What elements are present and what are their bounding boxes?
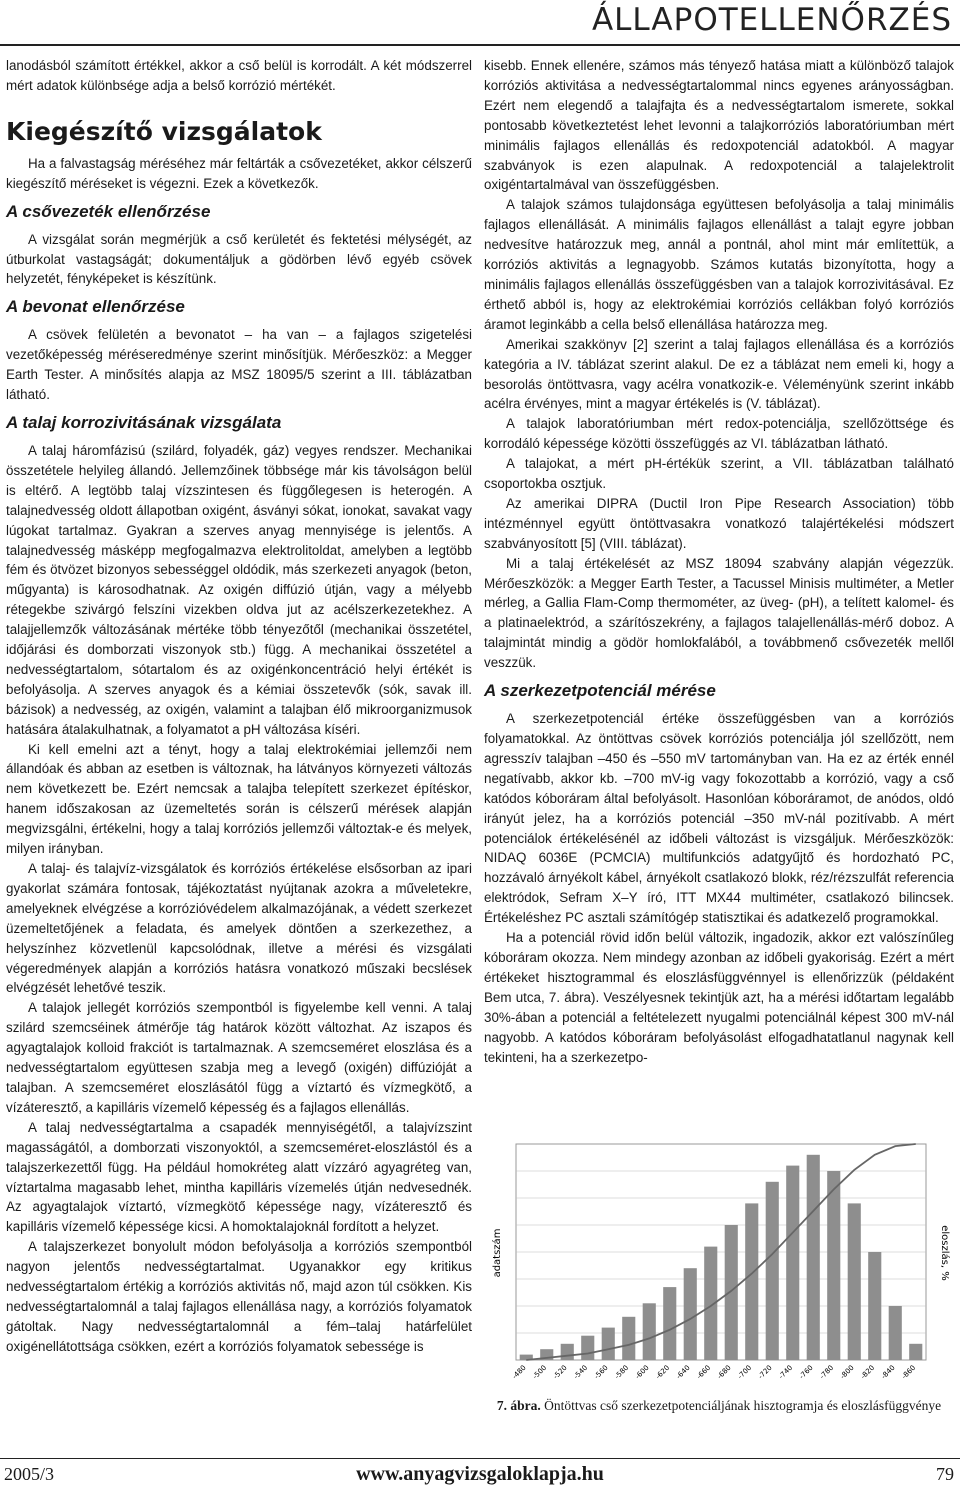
y-axis-label-right: eloszlás, % [939, 1225, 950, 1281]
histogram-bar [827, 1171, 840, 1360]
x-tick-label: -480 [510, 1363, 528, 1381]
histogram-bar [807, 1155, 820, 1360]
x-tick-label: -520 [551, 1363, 569, 1381]
paragraph: kisebb. Ennek ellenére, számos más tényező hatása miatt a különböző talajok korróziós aktivitása a nedvességtartalommal nincs egyenes arányosságban. Ezért nem elegendő a talajfajta és a nedvességtartalom ismerete, sokkal pontosabb következtetést lehet levonni a talajkorróziós laboratóriumban mért minimális fajlagos ellenállás és redoxpotenciál adatokból. A magyar szabványok is ezen alapulnak. A redoxpotenciál a talajelektrolit oxigéntartalmával van összefüggésben. [484, 58, 954, 193]
subsection-heading: A szerkezetpotenciál mérése [484, 681, 716, 701]
right-column [484, 56, 954, 1067]
footer-divider [0, 1458, 960, 1459]
histogram-bar [745, 1203, 758, 1360]
paragraph: Mi a talaj értékelését az MSZ 18094 szabvány alapján végezzük. Mérőeszközök: a Megger Earth Tester, a Tacussel Minisis multiméter, a Metler mérleg, a Gallia Flam-Comp thermométer, az üveg- (pH), a telített kalomel- és a platinaelektród, a szárítószekrény, a fajlagos talajellenállás-mérő doboz. A talajmintát mindig a gödör homlokfalából, a továbbmenő csővezeték mellől veszzük. [484, 555, 954, 671]
page-number: 79 [936, 1464, 954, 1484]
paragraph: A talaj nedvességtartalma a csapadék mennyiségétől, a talajvízszint magasságától, a domborzati viszonyoktól, a szemcseméret-eloszlástól és a talajszerkezettől függ. Ha például homokréteg alatt vízzáró agyagréteg van, víztartalma magasabb lehet, mintha kapilláris vízemelés útján nedvesednék. Az agyagtalajok víztartó, vízmegkötő képessége nagy, vízáteresztő és kapilláris vízemelő képessége kicsi. A homoktalajoknál fordított a helyzet. [6, 1119, 472, 1235]
subsection-heading: A bevonat ellenőrzése [6, 297, 185, 317]
page-header [0, 0, 960, 46]
x-tick-label: -740 [777, 1363, 795, 1381]
paragraph: Ki kell emelni azt a tényt, hogy a talaj elektrokémiai jellemzői nem állandóak és abban az esetben is változnak, ha látványos környezeti változás nem következett be. Ezért nemcsak a talajba telepített szerkezet építéskor, hanem időszakosan az üzemeltetés során is célszerű mérések alapján megvizsgálni, értékelni, hogy a talaj korróziós jellemzői változtak-e és melyek, milyen irányban. [6, 741, 472, 857]
x-tick-label: -660 [695, 1363, 713, 1381]
histogram-bar [909, 1344, 922, 1360]
paragraph: Ha a falvastagság méréséhez már feltárták a csővezetéket, akkor célszerű kiegészítő méréseket is végezni. Ezek a következők. [6, 155, 472, 191]
x-tick-label: -760 [797, 1363, 815, 1381]
histogram-bar [622, 1317, 635, 1360]
histogram-figure [486, 1138, 952, 1388]
histogram-bar [581, 1336, 594, 1360]
subsection-heading: A talaj korrozivitásának vizsgálata [6, 412, 282, 432]
histogram-bar [786, 1166, 799, 1360]
histogram-bar [725, 1225, 738, 1360]
figure-caption [486, 1397, 952, 1415]
paragraph: A csövek felületén a bevonatot – ha van – a fajlagos szigetelési vezetőképesség méréseredménye szerint minősítjük. Mérőeszköz: a Megger Earth Tester. A minősítés alapja az MSZ 18095/5 szerint a III. táblázatban látható. [6, 327, 472, 403]
histogram-bar [663, 1287, 676, 1360]
section-title: ÁLLAPOTELLENŐRZÉS [591, 2, 952, 38]
histogram-bars [520, 1155, 923, 1360]
x-tick-label: -800 [838, 1363, 856, 1381]
x-tick-label: -840 [879, 1363, 897, 1381]
subsection-heading: A csővezeték ellenőrzése [6, 201, 211, 221]
x-tick-label: -620 [654, 1363, 672, 1381]
figure-caption-text: Öntöttvas cső szerkezetpotenciáljának hisztogramja és eloszlásfüggvénye [544, 1398, 942, 1413]
paragraph: A talajok számos tulajdonsága együttesen befolyásolja a talaj minimális fajlagos ellenállását. A minimális fajlagos ellenállást a talajt egyre jobban nedvesítve határozzuk meg, annál a pontnál, ahol mint már említettük, a korróziós aktivitás a legnagyobb. Számos kutatás bizonyította, hogy a minimális fajlagos ellenállás összefüggésben van a talajok korrozivitásával. Ez érthető abból is, hogy az elektrokémiai korróziós cellákban folyó korróziós áramot leginkább a cella belső ellenállása határozza meg. [484, 197, 954, 332]
grid-lines [516, 1171, 926, 1333]
paragraph: A talajokat, a mért pH-értékük szerint, a VII. táblázatban található csoportokba osztjuk. [484, 456, 954, 492]
paragraph: A talajszerkezet bonyolult módon befolyásolja a korróziós szempontból nagyon jelentős nedvességtartalmat. Ugyanakkor egy kritikus nedvességtartalom értékig a korróziós aktivitás nő, majd azon túl csökken. Kis nedvességtartalomnál a talaj fajlagos ellenállása nagy, a korróziós folyamatok gátoltak. Nagy nedvességtartalomnál a fém–talaj határfelület oxigénellátottsága csökken, ezért a korróziós folyamatok sebessége is [6, 1239, 472, 1354]
histogram-bar [889, 1306, 902, 1360]
paragraph: A talajok laboratóriumban mért redox-potenciálja, szellőzöttsége és korrodáló képessége közötti összefüggés az VI. táblázatban látható. [484, 416, 954, 452]
section-heading: Kiegészítő vizsgálatok [6, 116, 322, 146]
x-tick-label: -720 [756, 1363, 774, 1381]
histogram-bar [684, 1268, 697, 1360]
histogram-bar [561, 1344, 574, 1360]
x-tick-label: -860 [900, 1363, 918, 1381]
x-tick-label: -820 [859, 1363, 877, 1381]
x-tick-label: -600 [633, 1363, 651, 1381]
x-tick-label: -580 [613, 1363, 631, 1381]
paragraph: Az amerikai DIPRA (Ductil Iron Pipe Research Association) több intézménnyel együtt öntöttvasakra vonatkozó talajértékelési módszert szabványosított [5] (VIII. táblázat). [484, 495, 954, 551]
x-tick-label: -540 [572, 1363, 590, 1381]
x-tick-label: -700 [736, 1363, 754, 1381]
paragraph: lanodásból számított értékkel, akkor a cső belül is korrodált. A két módszerrel mért adatok különbsége adja a belső korrózió mértékét. [6, 58, 472, 93]
histogram-bar [868, 1252, 881, 1360]
page-footer [0, 1458, 960, 1488]
paragraph: A talaj- és talajvíz-vizsgálatok és korróziós értékelése elsősorban az ipari gyakorlat számára fontosak, tájékoztatást nyújtanak azokra a műveletekre, amelyeknek elvégzése a korrózióvédelem alkalmazójának, a védett szerkezet üzemeltetőjének a feladata, és amelyek döntően a szerkezethez, a helyszínhez közvetlenül kapcsolódnak, illetve a mérési és vizsgálati végeredmények alapján a korróziós hatásra vonatkozó műszaki becslések elvégzését lehetővé teszik. [6, 861, 472, 996]
paragraph: Ha a potenciál rövid időn belül változik, ingadozik, akkor ezt valószínűleg kóboráram okozza. Nem mindegy azonban az időbeli gyakoriság. Ezért a mért értékeket hisztogrammal és eloszlásfüggvénnyel is ellenőrizzük (példaként Bem utca, 7. ábra). Veszélyesnek tekintjük azt, ha a mérési időtartam legalább 30%-ában a potenciál a feltételezett nyugalmi potenciálnál képest 300 mV-nál nagyobb. A katódos kóboráram befolyásolást elfogadhatatlanul nagynak kell tekinteni, ha a szerkezetpo- [484, 930, 954, 1065]
paragraph: A talajok jellegét korróziós szempontból is figyelembe kell venni. A talaj szilárd szemcséinek átmérője tág határok között változhat. Az iszapos és agyagtalajok kolloid frakciót is tartalmaznak. A szemcseméret eloszlása és a nedvességtartalom együttesen szabja meg a levegő (oxigén) diffúzióját a talajban. A szemcseméret eloszlásától függ a víztartó és vízmegkötő, a vízáteresztő, a kapilláris vízemelő képesség és a fajlagos ellenállás. [6, 1000, 472, 1115]
x-tick-labels [511, 1364, 917, 1381]
paragraph: A vizsgálat során megmérjük a cső kerületét és fektetési mélységét, az útburkolat vastagságát; dokumentáljuk a gödörben lévő egyéb csövek helyzetét, fényképeket is készítünk. [6, 231, 472, 287]
x-tick-label: -680 [715, 1363, 733, 1381]
histogram-bar [643, 1303, 656, 1360]
x-tick-label: -560 [592, 1363, 610, 1381]
header-divider [0, 44, 960, 46]
left-column [6, 56, 472, 1357]
histogram-bar [766, 1182, 779, 1360]
x-tick-label: -500 [531, 1363, 549, 1381]
journal-website: www.anyagvizsgaloklapja.hu [356, 1463, 604, 1485]
paragraph: Amerikai szakkönyv [2] szerint a talaj fajlagos ellenállása és a korróziós kategória a IV. táblázat szerint alakul. De ez a táblázat nem emeli ki, hogy a besorolás öntöttvasra, vagy acélra vonatkozik-e. Véleményünk szerint inkább acélra érvényes, mint a magyar értékelés is (V. táblázat). [484, 336, 954, 412]
paragraph: A talaj háromfázisú (szilárd, folyadék, gáz) vegyes rendszer. Mechanikai összetétele helyileg állandó. Jellemzőinek többsége már kis távolságon belül is eltérő. A legtöbb talaj vízszintesen és függőlegesen is heterogén. A talajnedvesség oldott állapotban oxigént, ásványi sókat, ionokat, savakat vagy lúgokat tartalmaz. Gyakran a szerves anyag mennyisége is jelentős. A talajnedvesség másképp megfogalmazva elektrolitoldat, amelyben a legtöbb fém és ötvözet bizonyos sebességgel oldódik, más szerkezeti anyagok (beton, műgyanta) is károsodhatnak. Az oxigén diffúzió útján, vagy a mélyebb rétegekbe szivárgó felszíni vizekben oldva jut az acélszerkezetekhez. A talajjellemzők változásának mértéke több tényezőtől (mechanikai összetétel, időjárási és domborzati viszonyok stb.) függ. A mechanikai összetétel a nedvességtartalom, sótartalom és az oxigénkoncentráció helyi értékét is befolyásolja. A szerves anyagok és a kémiai összetevők (sók, savak ill. bázisok) a nedvesség, az oxigén, valamint a talajban élő mikroorganizmusok hatására átalakulhatnak, a folyamatot a pH változása kíséri. [6, 442, 472, 737]
issue-number: 2005/3 [4, 1464, 55, 1484]
figure-caption-label: 7. ábra. [496, 1398, 541, 1413]
histogram-bar [848, 1203, 861, 1360]
paragraph: A szerkezetpotenciál értéke összefüggésben van a korróziós folyamatokkal. Az öntöttvas csövek korróziós potenciálja jól szellőzött, nem agresszív talajban –450 és –550 mV tartományban van. Ha ez az érték ennél negatívabb, akkor kb. –700 mV-ig vagy fokozottabb a korrózió, vagy a cső katódos kóboráram által befolyásolt. Hasonlóan kóboráramot, de anódos, oldó irányút jelez, ha a korróziós potenciál –350 mV-nál pozitívabb. A mért potenciálok értékelésénél az időbeli változást is vizsgáljuk. Mérőeszközök: NIDAQ 6036E (PCMCIA) multifunkciós adatgyűjtő és hordozható PC, hozzávaló árnyékolt kábel, árnyékolt csatlakozó blokk, réz/rézszulfát referencia elektródok, Sefram X–Y író, ITT MX44 multiméter, csatlakozó bilincsek. Értékeléshez PC asztali számítógép statisztikai és adatkezelő programokkal. [484, 711, 954, 926]
x-tick-label: -780 [818, 1363, 836, 1381]
histogram-bar [602, 1328, 615, 1360]
y-axis-label-left: adatszám [492, 1228, 503, 1278]
x-tick-label: -640 [674, 1363, 692, 1381]
